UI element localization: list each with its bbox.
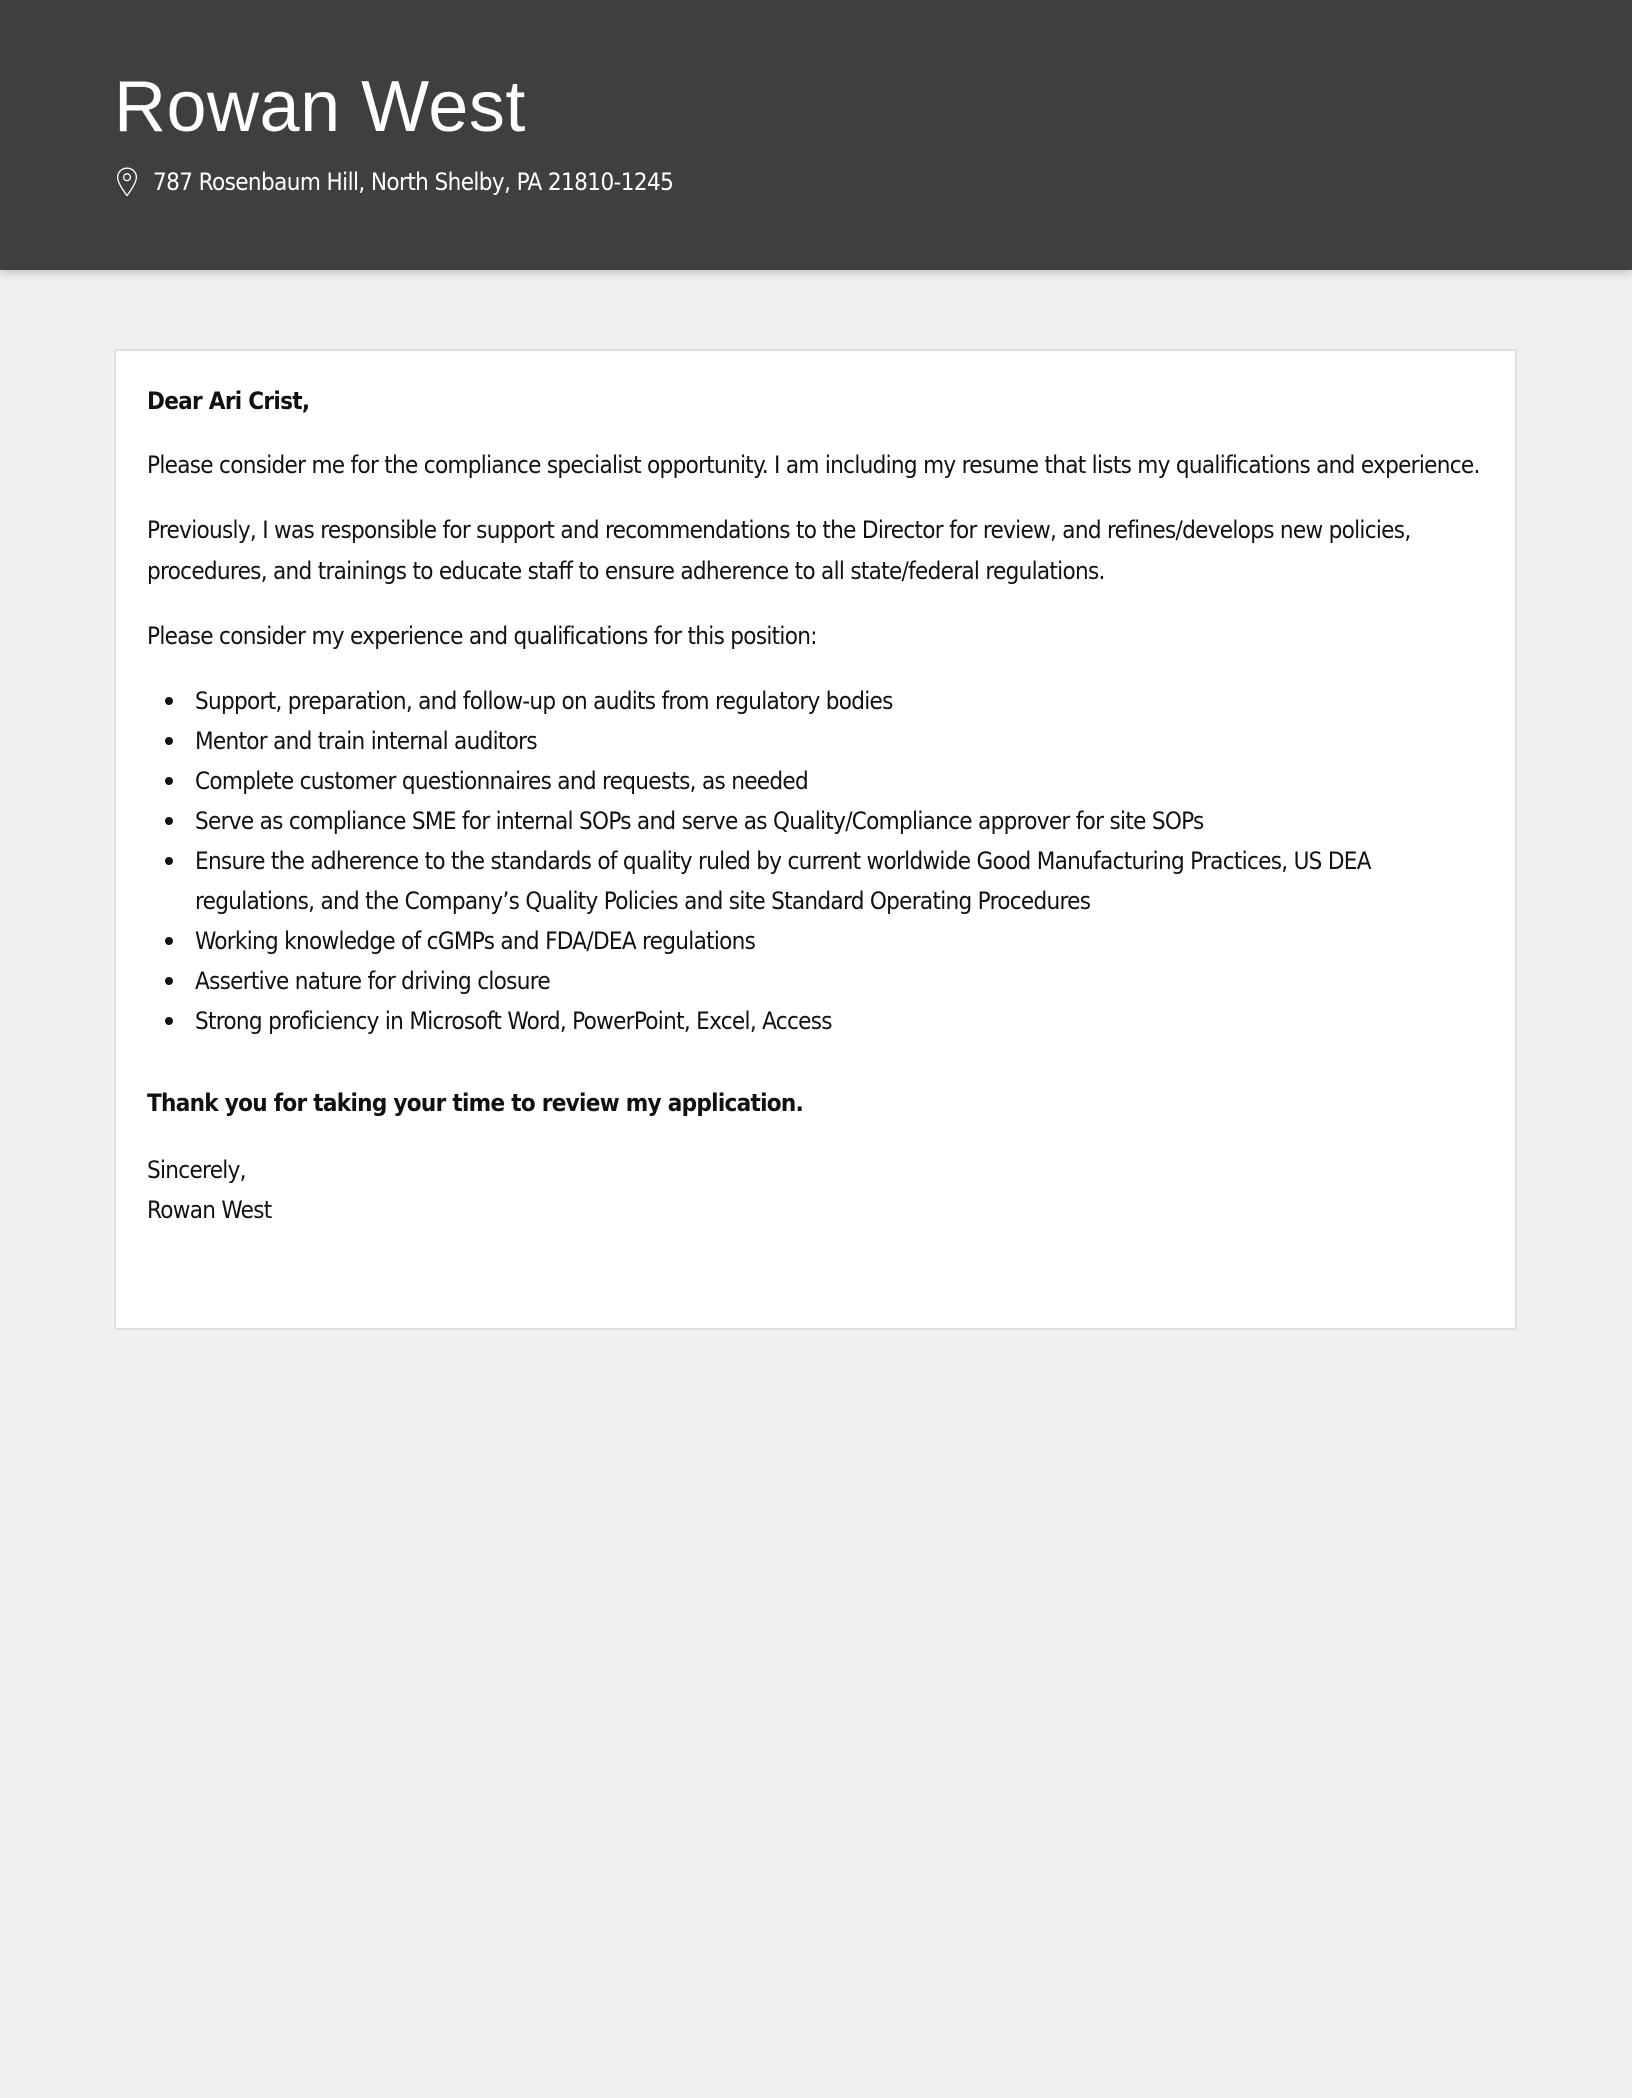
bullet-icon xyxy=(165,817,173,825)
address-text: 787 Rosenbaum Hill, North Shelby, PA 21810-1245 xyxy=(153,168,674,196)
qualifications-intro: Please consider my experience and qualifications for this position: xyxy=(147,622,817,650)
list-item xyxy=(195,801,1492,841)
signoff: Sincerely, xyxy=(147,1156,246,1184)
intro-paragraph: Please consider me for the compliance specialist opportunity. I am including my resume that lists my qualifications and experience. xyxy=(147,451,1480,479)
list-item xyxy=(195,681,1492,721)
bullet-icon xyxy=(165,977,173,985)
signature: Rowan West xyxy=(147,1196,272,1224)
list-item xyxy=(195,721,1492,761)
list-item xyxy=(195,1001,1492,1041)
cover-letter-card xyxy=(114,349,1517,1330)
list-item-text: Assertive nature for driving closure xyxy=(195,967,550,995)
list-item xyxy=(195,761,1492,801)
bullet-icon xyxy=(165,937,173,945)
signoff-block xyxy=(147,1150,1492,1230)
bullet-icon xyxy=(165,777,173,785)
list-item-text: Serve as compliance SME for internal SOPs and serve as Quality/Compliance approver for site SOPs xyxy=(195,807,1204,835)
bullet-icon xyxy=(165,737,173,745)
experience-paragraph: Previously, I was responsible for support and recommendations to the Director for review, and refines/develops new policies, procedures, and trainings to educate staff to ensure adherence to all state/federal regulations. xyxy=(147,516,1411,585)
list-item-text: Complete customer questionnaires and requests, as needed xyxy=(195,767,808,795)
list-item-text: Strong proficiency in Microsoft Word, PowerPoint, Excel, Access xyxy=(195,1007,832,1035)
address-row xyxy=(116,166,673,198)
list-item xyxy=(195,841,1492,921)
list-item xyxy=(195,961,1492,1001)
applicant-name: Rowan West xyxy=(114,67,526,147)
list-item-text: Support, preparation, and follow-up on audits from regulatory bodies xyxy=(195,687,893,715)
bullet-icon xyxy=(165,697,173,705)
qualifications-list xyxy=(147,681,1492,1041)
greeting: Dear Ari Crist, xyxy=(147,387,310,415)
closing-thanks: Thank you for taking your time to review my application. xyxy=(147,1089,804,1117)
bullet-icon xyxy=(165,1017,173,1025)
list-item xyxy=(195,921,1492,961)
list-item-text: Mentor and train internal auditors xyxy=(195,727,537,755)
map-pin-icon xyxy=(116,167,138,197)
list-item-text: Ensure the adherence to the standards of quality ruled by current worldwide Good Manufacturing Practices, US DEA regulations, and the Company’s Quality Policies and site Standard Operating Procedures xyxy=(195,847,1371,915)
bullet-icon xyxy=(165,857,173,865)
header-banner xyxy=(0,0,1632,270)
list-item-text: Working knowledge of cGMPs and FDA/DEA regulations xyxy=(195,927,756,955)
letter-body xyxy=(147,381,1492,1230)
